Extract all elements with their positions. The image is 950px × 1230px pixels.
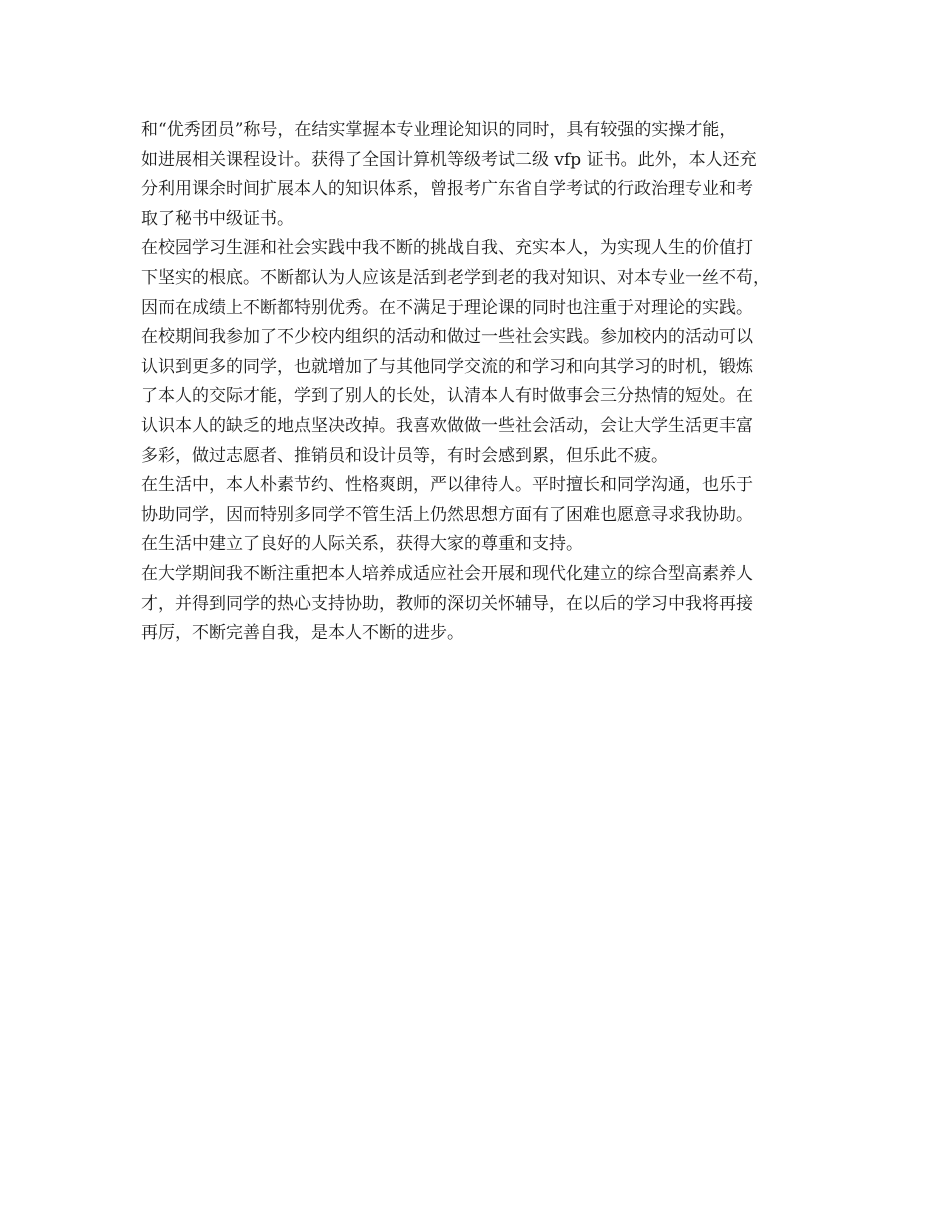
- text-line: 在校园学习生涯和社会实践中我不断的挑战自我、充实本人，为实现人生的价值打: [141, 238, 753, 259]
- text-line: 再厉，不断完善自我，是本人不断的进步。: [141, 623, 464, 644]
- text-line: 认识到更多的同学，也就增加了与其他同学交流的和学习和向其学习的时机，锻炼: [141, 356, 753, 377]
- text-line: 在校期间我参加了不少校内组织的活动和做过一些社会实践。参加校内的活动可以: [141, 327, 753, 348]
- text-line: 因而在成绩上不断都特别优秀。在不满足于理论课的同时也注重于对理论的实践。: [141, 297, 753, 318]
- text-line: 和“优秀团员”称号，在结实掌握本专业理论知识的同时，具有较强的实操才能，: [141, 120, 737, 140]
- text-line: 多彩，做过志愿者、推销员和设计员等，有时会感到累，但乐此不疲。: [141, 445, 668, 466]
- text-line: 了本人的交际才能，学到了别人的长处，认清本人有时做事会三分热情的短处。在: [141, 386, 753, 407]
- text-line: 在大学期间我不断注重把本人培养成适应社会开展和现代化建立的综合型高素养人: [141, 563, 753, 584]
- document-body: [141, 116, 841, 649]
- text-line: 取了秘书中级证书。: [141, 208, 294, 229]
- text-line: 认识本人的缺乏的地点坚决改掉。我喜欢做做一些社会活动，会让大学生活更丰富: [141, 415, 753, 436]
- text-line: 在生活中建立了良好的人际关系，获得大家的尊重和支持。: [141, 534, 583, 555]
- text-line: 如进展相关课程设计。获得了全国计算机等级考试二级 vfp 证书。此外，本人还充: [141, 149, 757, 170]
- text-line: 才，并得到同学的热心支持协助，教师的深切关怀辅导，在以后的学习中我将再接: [141, 593, 753, 614]
- text-line: 分利用课余时间扩展本人的知识体系，曾报考广东省自学考试的行政治理专业和考: [141, 179, 753, 200]
- text-line: 在生活中，本人朴素节约、性格爽朗，严以律待人。平时擅长和同学沟通，也乐于: [141, 475, 753, 496]
- text-line: 协助同学，因而特别多同学不管生活上仍然思想方面有了困难也愿意寻求我协助。: [141, 504, 753, 525]
- text-line: 下坚实的根底。不断都认为人应该是活到老学到老的我对知识、对本专业一丝不苟，: [141, 267, 770, 288]
